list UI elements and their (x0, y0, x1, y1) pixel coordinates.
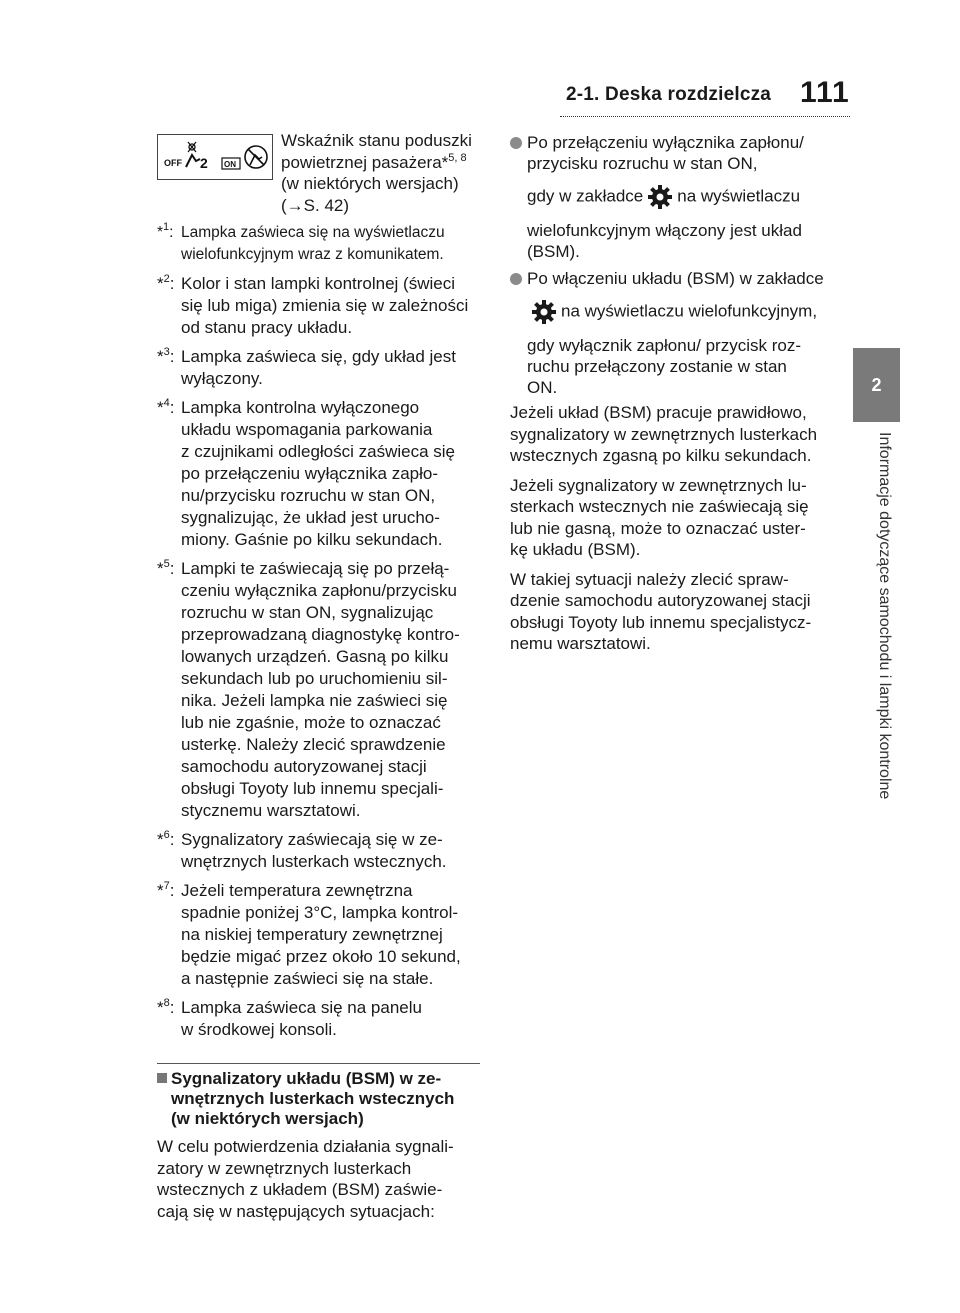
airbag-indicator-description: Wskaźnik stanu poduszki powietrznej pasażera*$^{5, 8}$ (w niektórych wersjach) (→S. 42) (281, 131, 472, 215)
airbag-indicator-row (157, 130, 480, 216)
settings-gear-icon (647, 184, 673, 210)
left-column (157, 130, 480, 1222)
paragraph-1: Jeżeli układ (BSM) pracuje prawidłowo, sygnalizatory w zewnętrznych lusterkach wstecznych zgasną po kilku sekundach. (510, 403, 818, 465)
footnote-7: *$^7$: Jeżeli temperatura zewnętrzna spadnie poniżej 3°C, lampka kontrol- na niskiej temperatury zewnętrznej będzie migać przez około 10 sekund, a następnie zaświeci się na stałe. (157, 880, 461, 988)
footnote-5: *$^5$: Lampki te zaświecają się po przełą- czeniu wyłącznika zapłonu/przycisku rozruchu w stan ON, sygnalizując przeprowadzaną diagnostykę kontro- lowanych urządzeń. Gasną po kilku sekundach lub po uruchomieniu sil- nika. Jeżeli lampka nie zaświeci się lub nie zgaśnie, może to oznaczać usterkę. Należy zlecić sprawdzenie samochodu autoryzowanej stacji obsługi Toyoty lub innemu specjali- stycznemu warsztatowi. (157, 558, 460, 820)
bullet-dot-icon (510, 137, 522, 149)
section-body: W celu potwierdzenia działania sygnali- zatory w zewnętrznych lusterkach wstecznych z układem (BSM) zaświe- cają się w następujących sytuacjach: (157, 1137, 454, 1221)
svg-text:2: 2 (200, 155, 208, 171)
bullet-item-1: Po przełączeniu wyłącznika zapłonu/ przycisku rozruchu w stan ON, gdy w zakładce na wyświetlaczu wielofunkcyjnym włączony jest układ (BSM). (510, 132, 832, 262)
section-divider (157, 1063, 480, 1064)
footnote-6: *$^6$: Sygnalizatory zaświecają się w ze- wnętrznych lusterkach wstecznych. (157, 829, 447, 871)
footnote-2: *$^2$: Kolor i stan lampki kontrolnej (świeci się lub miga) zmienia się w zależności od stanu pracy układu. (157, 273, 469, 337)
bullet-dot-icon (510, 273, 522, 285)
chapter-tab (853, 348, 900, 422)
section-title: Sygnalizatory układu (BSM) w ze- wnętrznych lusterkach wstecznych (w niektórych wersjach) (157, 1069, 480, 1129)
svg-text:OFF: OFF (164, 158, 182, 168)
page-number: 111 (800, 76, 850, 109)
chapter-number: 2 (871, 374, 882, 395)
airbag-off-on-icon (158, 135, 272, 179)
svg-text:ON: ON (224, 160, 236, 169)
section-header: 2-1. Deska rozdzielcza (566, 84, 772, 105)
footnote-1: *$^1$: Lampka zaświeca się na wyświetlaczu wielofunkcyjnym wraz z komunikatem. (157, 221, 445, 263)
section-square-icon (157, 1073, 167, 1083)
chapter-title: Informacje dotyczące samochodu i lampki kontrolne (876, 432, 893, 800)
bullet-item-2: Po włączeniu układu (BSM) w zakładce na wyświetlaczu wielofunkcyjnym, gdy wyłącznik zapłonu/ przycisk roz- ruchu przełączony zostanie w stan ON. (510, 268, 832, 398)
header-divider (560, 116, 850, 117)
footnote-3: *$^3$: Lampka zaświeca się, gdy układ jest wyłączony. (157, 346, 456, 388)
right-column (510, 132, 832, 655)
footnote-4: *$^4$: Lampka kontrolna wyłączonego układu wspomagania parkowania z czujnikami odległości zaświeca się po przełączeniu wyłącznika zapło- nu/przycisku rozruchu w stan ON, sygnalizując, że układ jest urucho- miony. Gaśnie po kilku sekundach. (157, 397, 456, 549)
paragraph-3: W takiej sytuacji należy zlecić spraw- dzenie samochodu autoryzowanej stacji obsługi Toyoty lub innemu specjalistycz- nemu warsztatowi. (510, 569, 812, 653)
settings-gear-icon (531, 299, 557, 325)
airbag-indicator-image (157, 134, 273, 180)
footnote-8: *$^8$: Lampka zaświeca się na panelu w środkowej konsoli. (157, 997, 422, 1039)
paragraph-2: Jeżeli sygnalizatory w zewnętrznych lu- sterkach wstecznych nie zaświecają się lub nie gasną, może to oznaczać uster- kę układu (BSM). (510, 475, 809, 559)
